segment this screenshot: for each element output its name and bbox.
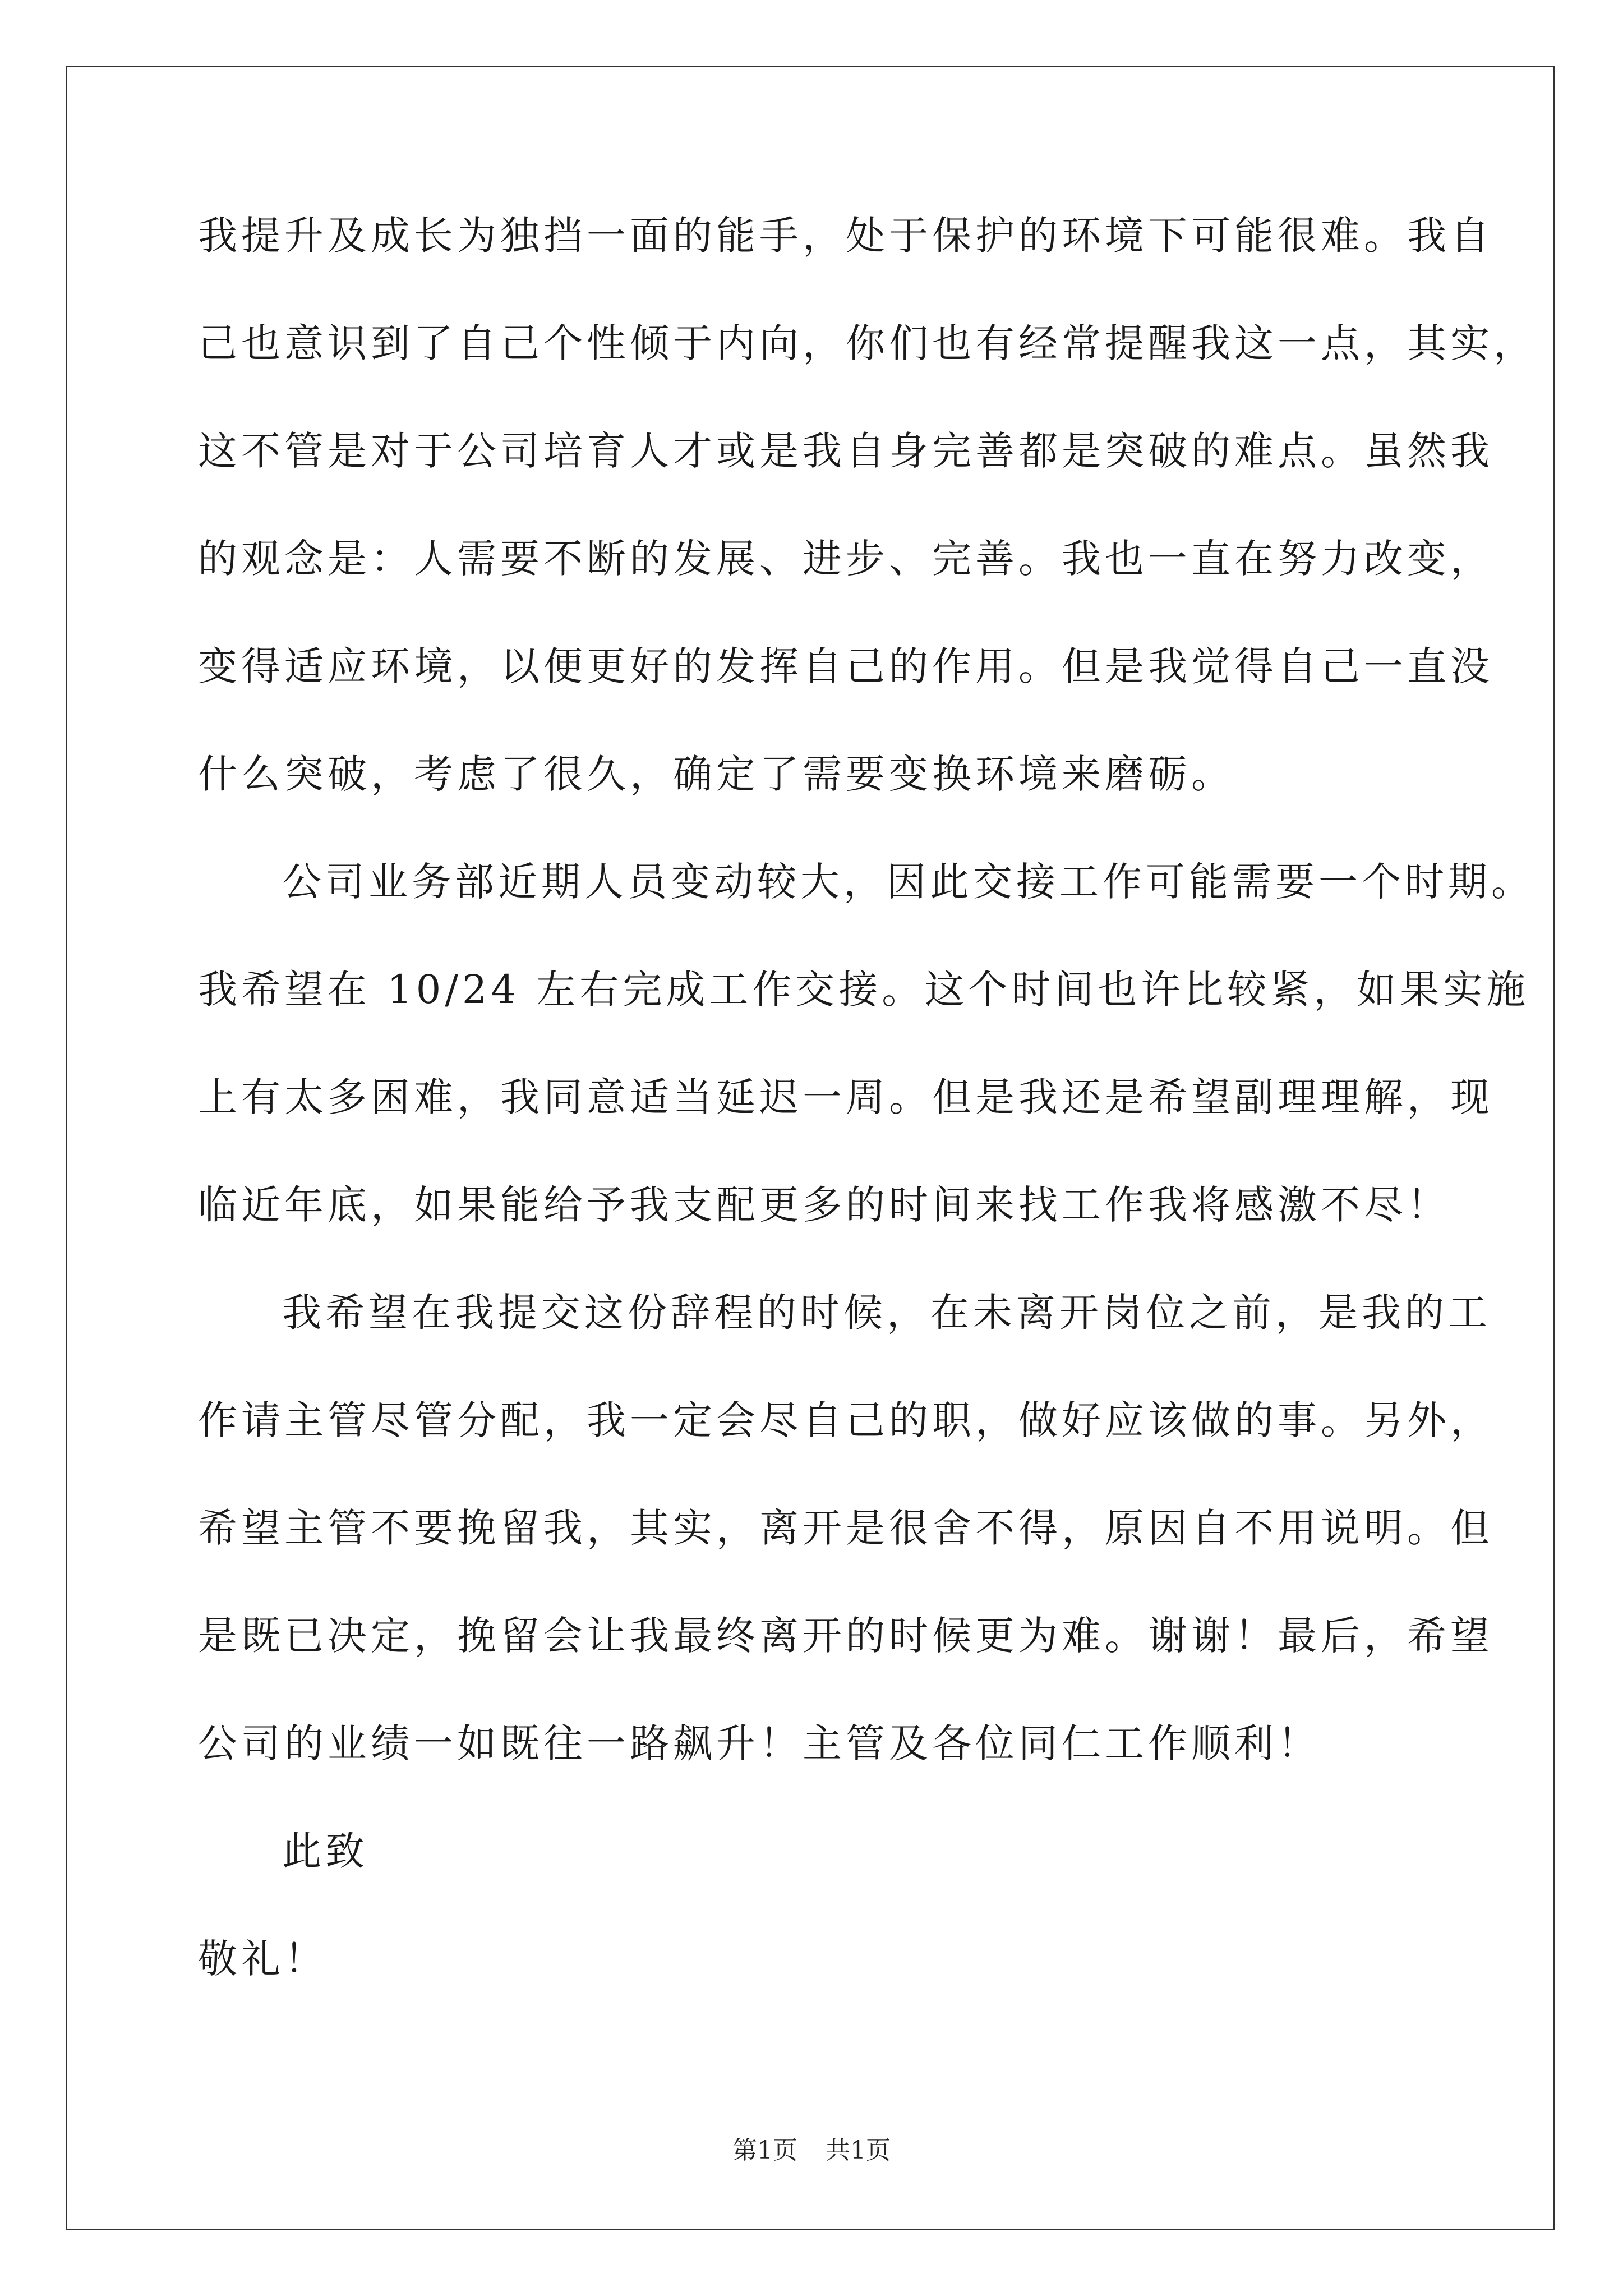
text-line: 是既已决定，挽留会让我最终离开的时候更为难。谢谢！最后，希望 [198,1613,1493,1659]
closing-salutation: 此致 [282,1828,368,1874]
text-line: 这不管是对于公司培育人才或是我自身完善都是突破的难点。虽然我 [198,428,1493,474]
text-line: 临近年底，如果能给予我支配更多的时间来找工作我将感激不尽！ [198,1182,1450,1228]
text-line: 的观念是：人需要不断的发展、进步、完善。我也一直在努力改变， [198,536,1493,582]
paragraph-first-line: 我希望在我提交这份辞程的时候，在未离开岗位之前，是我的工 [282,1290,1491,1336]
paragraph-first-line: 公司业务部近期人员变动较大，因此交接工作可能需要一个时期。 [282,859,1534,905]
text-line: 我提升及成长为独挡一面的能手，处于保护的环境下可能很难。我自 [198,213,1493,259]
text-line: 上有太多困难，我同意适当延迟一周。但是我还是希望副理理解，现 [198,1074,1493,1120]
text-line: 己也意识到了自己个性倾于内向，你们也有经常提醒我这一点，其实， [198,320,1537,366]
page-footer [0,2138,1623,2163]
text-line: 作请主管尽管分配，我一定会尽自己的职，做好应该做的事。另外， [198,1397,1493,1443]
text-line: 变得适应环境，以便更好的发挥自己的作用。但是我觉得自己一直没 [198,643,1493,689]
page-number-total: 共1页 [826,2136,891,2165]
text-line: 什么突破，考虑了很久，确定了需要变换环境来磨砺。 [198,751,1234,797]
page-number-current: 第1页 [732,2136,797,2165]
text-line: 公司的业绩一如既往一路飙升！主管及各位同仁工作顺利！ [198,1720,1321,1766]
text-line: 希望主管不要挽留我，其实，离开是很舍不得，原因自不用说明。但 [198,1505,1493,1551]
closing-regards: 敬礼！ [198,1936,328,1982]
document-body [198,213,1537,2047]
text-line: 我希望在 10/24 左右完成工作交接。这个时间也许比较紧，如果实施 [198,967,1530,1013]
